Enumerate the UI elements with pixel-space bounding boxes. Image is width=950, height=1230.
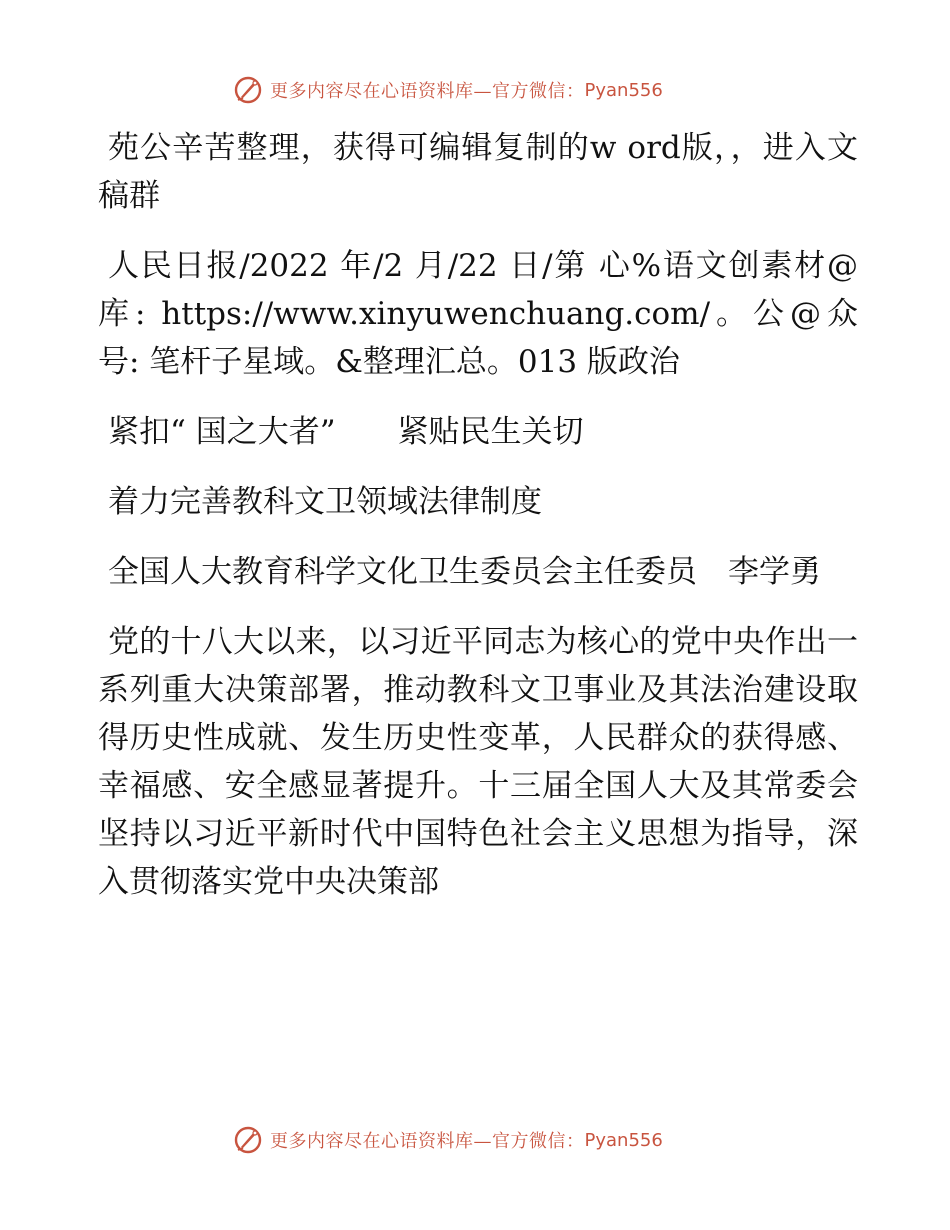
header-banner bbox=[232, 72, 712, 108]
footer-banner bbox=[232, 1122, 712, 1158]
headline-kicker: 紧扣“ 国之大者” 紧贴民生关切 bbox=[108, 414, 584, 450]
footer-banner-text: 更多内容尽在心语资料库—官方微信： bbox=[270, 1131, 585, 1152]
intro-paragraph: 苑公辛苦整理，获得可编辑复制的w ord版，，进入文稿群 bbox=[98, 130, 858, 214]
headline-title: 着力完善教科文卫领域法律制度 bbox=[108, 484, 542, 520]
quill-seal-icon bbox=[232, 74, 264, 106]
body-paragraph: 党的十八大以来，以习近平同志为核心的党中央作出一系列重大决策部署，推动教科文卫事业及其法治建设取得历史性成就、发生历史性变革，人民群众的获得感、幸福感、安全感显著提升。十三届全国人大及其常委会坚持以习近平新时代中国特色社会主义思想为指导，深入贯彻落实党中央决策部 bbox=[98, 624, 858, 900]
source-paragraph: 人民日报/2022 年/2 月/22 日/第 心%语文创素材@库: https://www.xinyuwenchuang.com/。公@众号: 笔杆子星域。&整理汇总。013 版政治 bbox=[98, 248, 858, 380]
author-line: 全国人大教育科学文化卫生委员会主任委员 李学勇 bbox=[108, 554, 821, 590]
header-wechat-id: Pyan556 bbox=[584, 79, 663, 101]
footer-wechat-id: Pyan556 bbox=[584, 1129, 663, 1151]
quill-seal-icon bbox=[232, 1124, 264, 1156]
article-body bbox=[98, 124, 858, 928]
header-banner-text: 更多内容尽在心语资料库—官方微信： bbox=[270, 81, 585, 102]
